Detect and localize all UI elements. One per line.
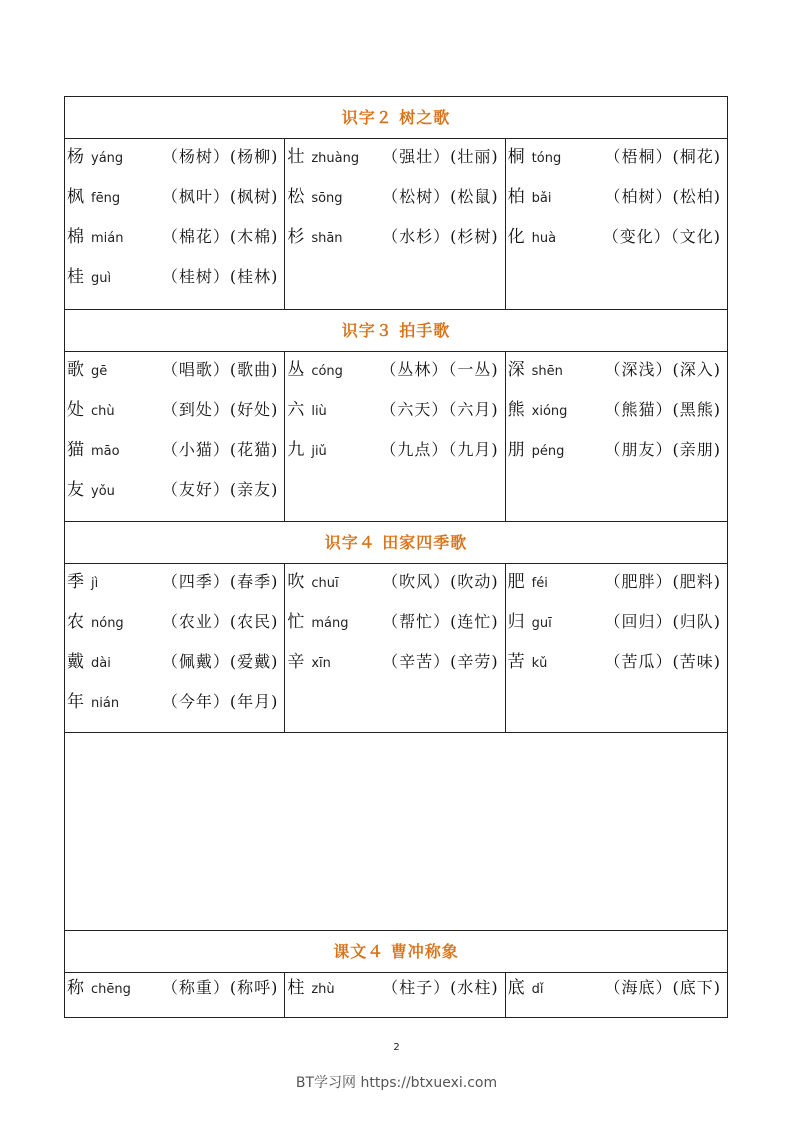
char-row (506, 144, 727, 184)
section-grid (65, 564, 727, 733)
column (506, 352, 727, 521)
character: 归 (507, 612, 525, 632)
pinyin: māo (91, 444, 120, 459)
section-grid (65, 973, 727, 1017)
words: （九点）（九月) (380, 440, 499, 459)
char-row (506, 609, 727, 649)
section-title: 识字３ 拍手歌 (65, 310, 727, 352)
blank-area (65, 733, 727, 931)
pinyin: cóng (311, 364, 343, 379)
char-row (285, 224, 504, 264)
pinyin: nóng (91, 616, 124, 631)
character: 熊 (507, 400, 525, 420)
char-row (506, 975, 727, 1015)
words: （六天）（六月) (380, 400, 499, 419)
char-row (285, 184, 504, 224)
character: 棉 (67, 227, 84, 247)
words: （海底）(底下) (604, 978, 721, 997)
pinyin: féi (531, 576, 548, 591)
words: （称重）(称呼) (161, 978, 279, 997)
character: 底 (507, 978, 525, 998)
character: 农 (67, 612, 84, 632)
char-row (65, 397, 284, 437)
character: 九 (287, 440, 305, 460)
words: （柱子）(水柱) (382, 978, 499, 997)
character: 友 (67, 480, 84, 500)
column (506, 139, 727, 309)
words: （友好）(亲友) (161, 480, 279, 499)
pinyin: guì (91, 271, 112, 286)
words: （熊猫）(黑熊) (604, 400, 721, 419)
pinyin: gē (91, 364, 108, 379)
section-title: 识字２ 树之歌 (65, 97, 727, 139)
words: （帮忙）(连忙) (382, 612, 499, 631)
words: （棉花）(木棉) (161, 227, 279, 246)
column (506, 564, 727, 732)
character: 六 (287, 400, 305, 420)
char-row (285, 397, 504, 437)
words: （变化）（文化) (602, 227, 721, 246)
pinyin: yáng (91, 151, 124, 166)
char-row (285, 609, 504, 649)
char-row (285, 975, 504, 1015)
char-row (65, 357, 284, 397)
character: 年 (67, 692, 84, 712)
pinyin: chuī (311, 576, 339, 591)
character: 壮 (287, 147, 305, 167)
char-row (285, 144, 504, 184)
pinyin: tóng (531, 151, 562, 166)
character: 枫 (67, 187, 84, 207)
pinyin: jì (91, 576, 99, 591)
char-row (506, 437, 727, 477)
char-row (506, 649, 727, 689)
column (65, 139, 285, 309)
pinyin: xīn (311, 656, 331, 671)
words: （辛苦）(辛劳) (382, 652, 499, 671)
character: 猫 (67, 440, 84, 460)
character: 吹 (287, 572, 305, 592)
character: 朋 (507, 440, 525, 460)
character: 深 (507, 360, 525, 380)
column (65, 564, 285, 732)
character: 戴 (67, 652, 84, 672)
char-row (65, 144, 284, 184)
char-row (65, 184, 284, 224)
words: （深浅）(深入) (604, 360, 721, 379)
words: （唱歌）(歌曲) (161, 360, 279, 379)
pinyin: péng (531, 444, 565, 459)
character: 杉 (287, 227, 305, 247)
words: （回归）(归队) (604, 612, 721, 631)
pinyin: fēng (91, 191, 121, 206)
character: 松 (287, 187, 305, 207)
pinyin: bǎi (531, 191, 552, 206)
words: （枫叶）(枫树) (161, 187, 279, 206)
section-grid (65, 139, 727, 310)
pinyin: shān (311, 231, 343, 246)
words: （杨树）(杨柳) (161, 147, 279, 166)
char-row (65, 689, 284, 729)
column (506, 973, 727, 1017)
character: 肥 (507, 572, 525, 592)
char-row (506, 357, 727, 397)
column (65, 973, 285, 1017)
char-row (65, 569, 284, 609)
character: 柱 (287, 978, 305, 998)
pinyin: sōng (311, 191, 343, 206)
words: （今年）(年月) (161, 692, 279, 711)
pinyin: guī (531, 616, 552, 631)
pinyin: jiǔ (311, 444, 327, 459)
char-row (506, 184, 727, 224)
pinyin: dài (91, 656, 111, 671)
words: （朋友）(亲朋) (604, 440, 721, 459)
pinyin: zhuàng (311, 151, 360, 166)
words: （松树）(松鼠) (382, 187, 499, 206)
char-row (506, 224, 727, 264)
character: 辛 (287, 652, 305, 672)
character: 杨 (67, 147, 84, 167)
words: （柏树）(松柏) (604, 187, 721, 206)
pinyin: yǒu (91, 484, 115, 499)
column (285, 973, 505, 1017)
column (285, 139, 505, 309)
pinyin: shēn (531, 364, 563, 379)
char-row (65, 975, 284, 1015)
char-row (65, 609, 284, 649)
character: 苦 (507, 652, 525, 672)
character: 称 (67, 978, 84, 998)
pinyin: chù (91, 404, 115, 419)
words: （丛林）（一丛) (380, 360, 499, 379)
column (65, 352, 285, 521)
char-row (285, 569, 504, 609)
words: （苦瓜）(苦味) (604, 652, 721, 671)
character: 忙 (287, 612, 305, 632)
words: （到处）(好处) (161, 400, 279, 419)
words: （四季）(春季) (161, 572, 279, 591)
section-title: 课文４ 曹冲称象 (65, 931, 727, 973)
column (285, 352, 505, 521)
character: 化 (507, 227, 525, 247)
words: （强壮）(壮丽) (382, 147, 499, 166)
words: （佩戴）(爱戴) (161, 652, 279, 671)
character: 季 (67, 572, 84, 592)
pinyin: kǔ (531, 656, 548, 671)
character: 桐 (507, 147, 525, 167)
character: 桂 (67, 267, 84, 287)
words: （小猫）(花猫) (161, 440, 279, 459)
words: （农业）(农民) (161, 612, 279, 631)
char-row (65, 437, 284, 477)
page-number: 2 (393, 1042, 400, 1053)
char-row (506, 569, 727, 609)
character: 柏 (507, 187, 525, 207)
words: （肥胖）(肥料) (604, 572, 721, 591)
vocab-table (64, 96, 728, 1018)
words: （梧桐）(桐花) (604, 147, 721, 166)
char-row (65, 649, 284, 689)
char-row (285, 357, 504, 397)
pinyin: huà (531, 231, 557, 246)
section-grid (65, 352, 727, 522)
words: （桂树）(桂林) (161, 267, 279, 286)
pinyin: dǐ (531, 982, 544, 997)
pinyin: liù (311, 404, 327, 419)
char-row (506, 397, 727, 437)
char-row (285, 437, 504, 477)
char-row (65, 264, 284, 304)
pinyin: máng (311, 616, 349, 631)
char-row (65, 224, 284, 264)
words: （水杉）(杉树) (382, 227, 499, 246)
footer-watermark: BT学习网 https://btxuexi.com (295, 1075, 498, 1091)
character: 歌 (67, 360, 84, 380)
pinyin: mián (91, 231, 124, 246)
pinyin: zhù (311, 982, 335, 997)
character: 处 (67, 400, 84, 420)
words: （吹风）(吹动) (382, 572, 499, 591)
pinyin: xióng (531, 404, 568, 419)
pinyin: chēng (91, 982, 131, 997)
char-row (65, 477, 284, 517)
column (285, 564, 505, 732)
pinyin: nián (91, 696, 120, 711)
character: 丛 (287, 360, 305, 380)
section-title: 识字４ 田家四季歌 (65, 522, 727, 564)
char-row (285, 649, 504, 689)
